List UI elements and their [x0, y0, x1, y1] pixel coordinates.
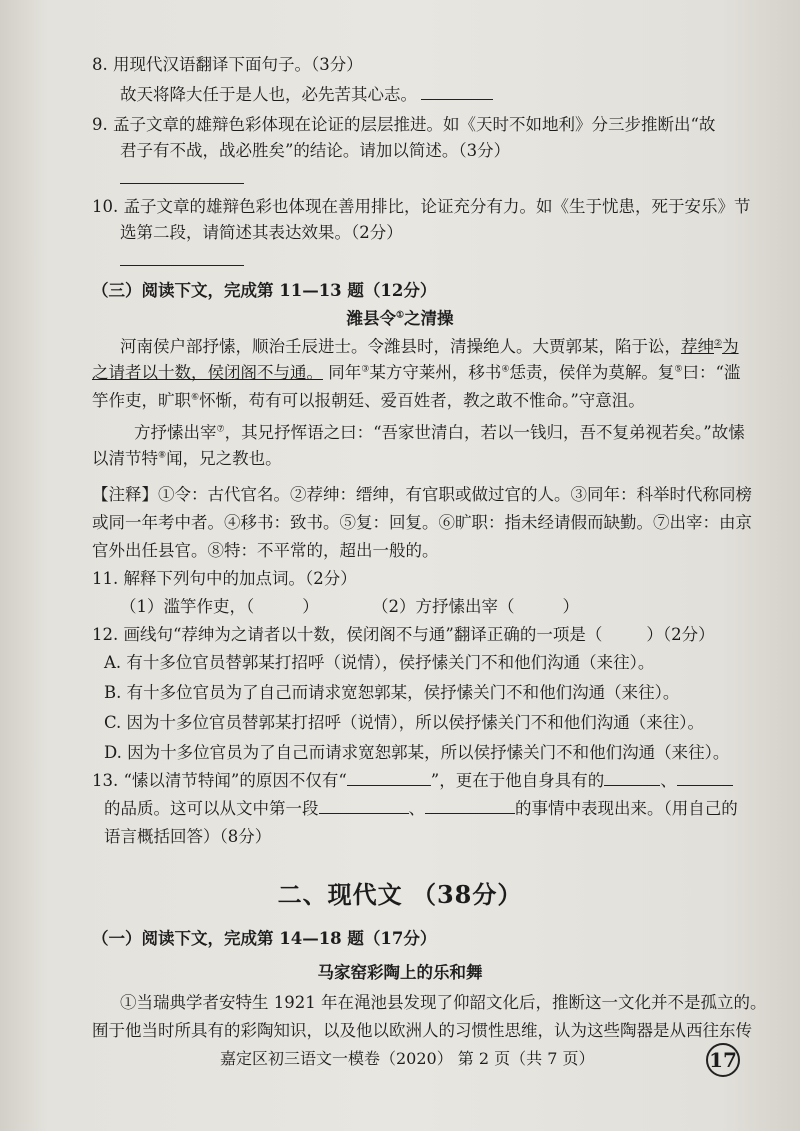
notes-line3: 官外出任县官。⑧特：不平常的，超出一般的。 — [92, 541, 439, 560]
p1-underlined-sentence: 之请者以十数，侯闭阁不与通。 — [92, 363, 323, 382]
q8-sentence-text: 故天将降大任于是人也，必先苦其心志。 — [120, 85, 417, 104]
p1-underlined-a: 荐绅 — [681, 337, 714, 356]
q13-blank2[interactable] — [604, 771, 660, 786]
p1-l2-a: 同年 — [323, 363, 362, 382]
title-part-b: 之清操 — [404, 309, 454, 328]
q10-line1: 10. 孟子文章的雄辩色彩也体现在善用排比，论证充分有力。如《生于忧患，死于安乐》节 — [92, 197, 751, 216]
q12-prompt — [92, 624, 715, 646]
p1-l2-d: 曰：“滥 — [682, 363, 741, 382]
passage-p1-line2 — [92, 362, 740, 384]
q11-prompt: 11. 解释下列句中的加点词。（2分） — [92, 569, 357, 588]
note-mark-7: ⑦ — [216, 424, 225, 435]
article-p1-line2: 囿于他当时所具有的彩陶知识，以及他以欧洲人的习惯性思维，认为这些陶器是从西往东传 — [92, 1021, 752, 1040]
part3-heading: （三）阅读下文，完成第 11—13 题（12分） — [92, 281, 437, 300]
q13-l2-a: 的品质。这可以从文中第一段 — [104, 799, 319, 818]
classical-text-title — [0, 308, 800, 330]
q8-answer-blank[interactable] — [421, 85, 493, 100]
q11-item1-text: （1）滥竽作吏，（ — [120, 597, 255, 616]
q13-line3: 语言概括回答）（8分） — [104, 827, 272, 846]
note-mark-2: ② — [714, 338, 723, 349]
q12-option-a: A. 有十多位官员替郭某打招呼（说情），侯抒愫关门不和他们沟通（来往）。 — [104, 653, 655, 672]
q11-item1 — [120, 596, 319, 618]
passage-p2-line1 — [134, 422, 745, 444]
article-title: 马家窑彩陶上的乐和舞 — [317, 963, 483, 982]
title-part-a: 潍县令 — [346, 309, 396, 328]
note-mark-5: ⑤ — [674, 364, 683, 375]
article-p1-line1: ①当瑞典学者安特生 1921 年在渑池县发现了仰韶文化后，推断这一文化并不是孤立的。 — [120, 993, 767, 1012]
q12-points: ）（2分） — [646, 625, 715, 644]
notes-line2: 或同一年考中者。④移书：致书。⑤复：回复。⑥旷职：指未经请假而缺勤。⑦出宰：由京 — [92, 513, 752, 532]
q13-line2 — [104, 798, 738, 820]
q13-l2-b: 、 — [408, 799, 425, 818]
q11-item1-close: ） — [302, 597, 319, 616]
q13-line1 — [92, 770, 733, 792]
note-mark-3: ③ — [361, 364, 370, 375]
q11-item2-close: ） — [562, 597, 579, 616]
section2-heading: （一）阅读下文，完成第 14—18 题（17分） — [92, 929, 437, 948]
q11-item2-text: （2）方抒愫出宰（ — [372, 597, 515, 616]
p1-l3-b: 怀惭，苟有可以报朝廷、爱百姓者，教之敢不惟命。”守意沮。 — [199, 391, 645, 410]
q13-l1-c: 、 — [660, 771, 677, 790]
q9-line2: 君子有不战，战必胜矣”的结论。请加以简述。（3分） — [120, 141, 511, 160]
note-mark-8: ⑧ — [158, 450, 167, 461]
q10-answer-line[interactable] — [120, 250, 244, 272]
q13-blank3[interactable] — [677, 771, 733, 786]
notes-line1: 【注释】①令：古代官名。②荐绅：缙绅，有官职或做过官的人。③同年：科举时代称同榜 — [92, 485, 752, 504]
q10-line2: 选第二段，请简述其表达效果。（2分） — [120, 223, 403, 242]
page-badge: 17 — [706, 1043, 740, 1077]
q13-l2-c: 的事情中表现出来。（用自己的 — [515, 799, 738, 818]
title-note-mark: ① — [395, 310, 405, 321]
q12-option-c: C. 因为十多位官员替郭某打招呼（说情），所以侯抒愫关门不和他们沟通（来往）。 — [104, 713, 705, 732]
p2-l1-b: ，其兄抒恽语之曰：“吾家世清白，若以一钱归，吾不复弟视若矣。”故愫 — [224, 423, 745, 442]
q13-blank5[interactable] — [425, 799, 515, 814]
note-mark-4: ④ — [501, 364, 510, 375]
section2-title: 二、现代文 （38分） — [277, 880, 523, 909]
q11-item2 — [372, 596, 579, 618]
page-footer: 嘉定区初三语文一模卷（2020） 第 2 页（共 7 页） — [220, 1049, 595, 1068]
p1-l2-b: 某方守莱州，移书 — [369, 363, 502, 382]
p1-l1-text: 河南侯户部抒愫，顺治壬辰进士。令潍县时，清操绝人。大贾郭某，陷于讼， — [120, 337, 681, 356]
p1-l3-a: 竽作吏，旷职 — [92, 391, 191, 410]
p1-underlined-b: 为 — [722, 337, 739, 356]
q8-sentence — [120, 84, 493, 106]
p2-l2-a: 以清节特 — [92, 449, 158, 468]
q12-option-b: B. 有十多位官员为了自己而请求宽恕郭某，侯抒愫关门不和他们沟通（来往）。 — [104, 683, 680, 702]
q13-blank4[interactable] — [319, 799, 409, 814]
passage-p1-line1 — [120, 336, 739, 358]
q13-l1-b: ”，更在于他自身具有的 — [430, 771, 605, 790]
passage-p1-line3 — [92, 390, 645, 412]
q8-prompt: 8. 用现代汉语翻译下面句子。（3分） — [92, 55, 363, 74]
q13-blank1[interactable] — [347, 771, 431, 786]
p2-l1-a: 方抒愫出宰 — [134, 423, 217, 442]
q13-l1-a: 13. “愫以清节特闻”的原因不仅有“ — [92, 771, 347, 790]
passage-p2-line2 — [92, 448, 282, 470]
q12-prompt-text: 12. 画线句“荐绅为之请者以十数，侯闭阁不与通”翻译正确的一项是（ — [92, 625, 603, 644]
q9-line1: 9. 孟子文章的雄辩色彩体现在论证的层层推进。如《天时不如地利》分三步推断出“故 — [92, 115, 716, 134]
q12-option-d: D. 因为十多位官员为了自己而请求宽恕郭某，所以侯抒愫关门不和他们沟通（来往）。 — [104, 743, 730, 762]
p1-l2-c: 恁责，侯佯为莫解。复 — [509, 363, 675, 382]
q9-answer-line[interactable] — [120, 168, 244, 190]
p2-l2-b: 闻，兄之教也。 — [166, 449, 282, 468]
note-mark-6: ⑥ — [191, 392, 200, 403]
